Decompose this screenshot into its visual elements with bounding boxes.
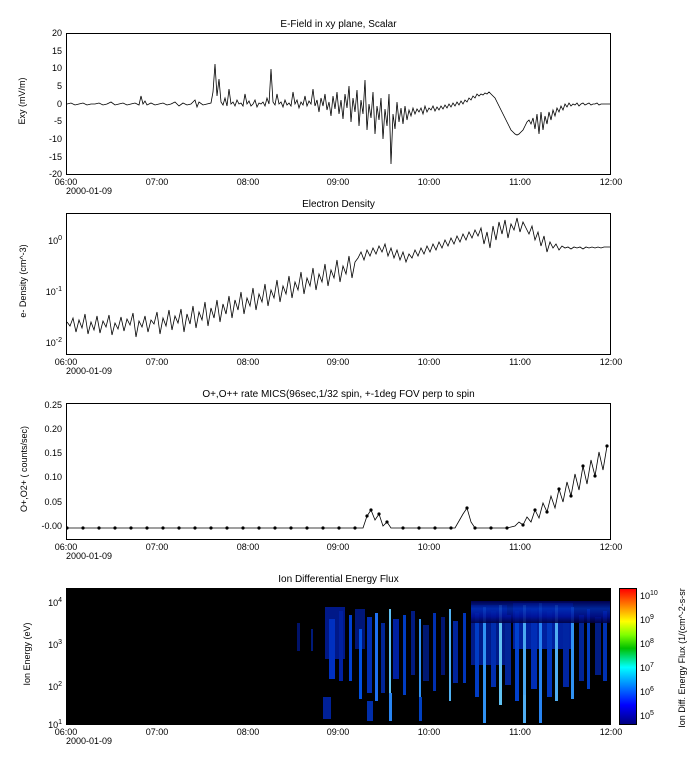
efield-trace (67, 34, 610, 174)
x-tick-edens-5: 11:00 (509, 357, 531, 367)
plot-area-oxygen-rate (66, 403, 611, 540)
date-stamp-electron-density: 2000-01-09 (66, 366, 113, 376)
date-stamp-efield: 2000-01-09 (66, 186, 113, 196)
panel-oxygen-rate (0, 380, 687, 565)
panel-electron-density (0, 190, 687, 380)
y-tick-edens-2: $10^{-2}$ (45, 337, 62, 348)
x-tick-flux-4: 10:00 (417, 727, 441, 737)
colorbar (619, 588, 637, 725)
x-tick-edens-3: 09:00 (326, 357, 350, 367)
x-tick-efield-2: 08:00 (236, 177, 260, 187)
y-tick-ox-3: 0.10 (44, 472, 62, 482)
x-tick-efield-6: 12:00 (599, 177, 623, 187)
y-tick-ox-2: 0.15 (44, 448, 62, 458)
x-tick-flux-1: 07:00 (145, 727, 169, 737)
y-tick-ox-5: -0.00 (41, 521, 62, 531)
date-stamp-ion-flux: 2000-01-09 (66, 736, 113, 746)
y-tick-efield-8: -20 (48, 169, 62, 179)
x-tick-efield-3: 09:00 (326, 177, 350, 187)
panel-title-ion-flux: Ion Differential Energy Flux (278, 574, 399, 585)
x-tick-edens-1: 07:00 (145, 357, 169, 367)
y-tick-flux-3: $10^1$ (48, 719, 62, 730)
x-tick-edens-4: 10:00 (417, 357, 441, 367)
panel-efield (0, 0, 687, 196)
y-tick-efield-2: 10 (51, 63, 62, 73)
panel-title-efield: E-Field in xy plane, Scalar (280, 19, 397, 30)
x-tick-edens-6: 12:00 (599, 357, 623, 367)
y-tick-efield-1: 15 (51, 46, 62, 56)
x-tick-efield-1: 07:00 (145, 177, 169, 187)
y-tick-efield-5: -5 (53, 116, 62, 126)
x-tick-flux-5: 11:00 (509, 727, 531, 737)
plot-area-electron-density (66, 213, 611, 355)
y-tick-ox-4: 0.05 (44, 497, 62, 507)
x-tick-ox-1: 07:00 (145, 542, 169, 552)
y-axis-label-efield: Exy (mV/m) (17, 77, 27, 125)
y-tick-efield-4: 0 (56, 99, 62, 109)
x-tick-efield-4: 10:00 (417, 177, 441, 187)
y-tick-ox-0: 0.25 (44, 400, 62, 410)
panel-ion-flux (0, 565, 687, 755)
y-tick-efield-3: 5 (56, 81, 62, 91)
colorbar-tick-0: $10^{10}$ (640, 590, 658, 601)
colorbar-tick-3: $10^7$ (640, 662, 654, 673)
plot-area-efield (66, 33, 611, 175)
x-tick-ox-5: 11:00 (509, 542, 531, 552)
date-stamp-oxygen-rate: 2000-01-09 (66, 551, 113, 561)
electron-density-trace (67, 214, 610, 354)
x-tick-efield-5: 11:00 (509, 177, 531, 187)
y-tick-efield-7: -15 (48, 152, 62, 162)
colorbar-tick-1: $10^9$ (640, 614, 654, 625)
x-tick-ox-6: 12:00 (599, 542, 623, 552)
x-tick-flux-0: 06:00 (54, 727, 78, 737)
y-axis-label-ion-flux: Ion Energy (eV) (22, 622, 32, 686)
x-tick-efield-0: 06:00 (54, 177, 78, 187)
y-tick-ox-1: 0.20 (44, 424, 62, 434)
y-tick-efield-6: -10 (48, 134, 62, 144)
colorbar-tick-2: $10^8$ (640, 638, 654, 649)
y-tick-flux-1: $10^3$ (48, 639, 62, 650)
colorbar-tick-4: $10^6$ (640, 686, 654, 697)
panel-title-electron-density: Electron Density (302, 199, 375, 210)
y-tick-edens-0: $10^0$ (48, 235, 62, 246)
y-axis-label-oxygen-rate: O+,O2+ ( counts/sec) (19, 425, 29, 513)
panel-title-oxygen-rate: O+,O++ rate MICS(96sec,1/32 spin, +-1deg FOV perp to spin (202, 389, 475, 400)
y-tick-efield-0: 20 (51, 28, 62, 38)
x-tick-edens-0: 06:00 (54, 357, 78, 367)
x-tick-flux-6: 12:00 (599, 727, 623, 737)
colorbar-tick-5: $10^5$ (640, 710, 654, 721)
x-tick-ox-3: 09:00 (326, 542, 350, 552)
ion-flux-spectrogram (67, 589, 610, 724)
x-tick-ox-0: 06:00 (54, 542, 78, 552)
y-tick-flux-0: $10^4$ (48, 597, 62, 608)
plot-area-ion-flux (66, 588, 611, 725)
y-tick-flux-2: $10^2$ (48, 681, 62, 692)
y-tick-edens-1: $10^{-1}$ (45, 286, 62, 297)
x-tick-edens-2: 08:00 (236, 357, 260, 367)
x-tick-flux-2: 08:00 (236, 727, 260, 737)
y-axis-label-electron-density: e- Density (cm^-3) (18, 244, 28, 318)
colorbar-label: Ion Diff. Energy Flux (1/(cm^-2-s-sr (677, 588, 687, 728)
x-tick-flux-3: 09:00 (326, 727, 350, 737)
x-tick-ox-4: 10:00 (417, 542, 441, 552)
oxygen-rate-trace (67, 404, 610, 539)
x-tick-ox-2: 08:00 (236, 542, 260, 552)
